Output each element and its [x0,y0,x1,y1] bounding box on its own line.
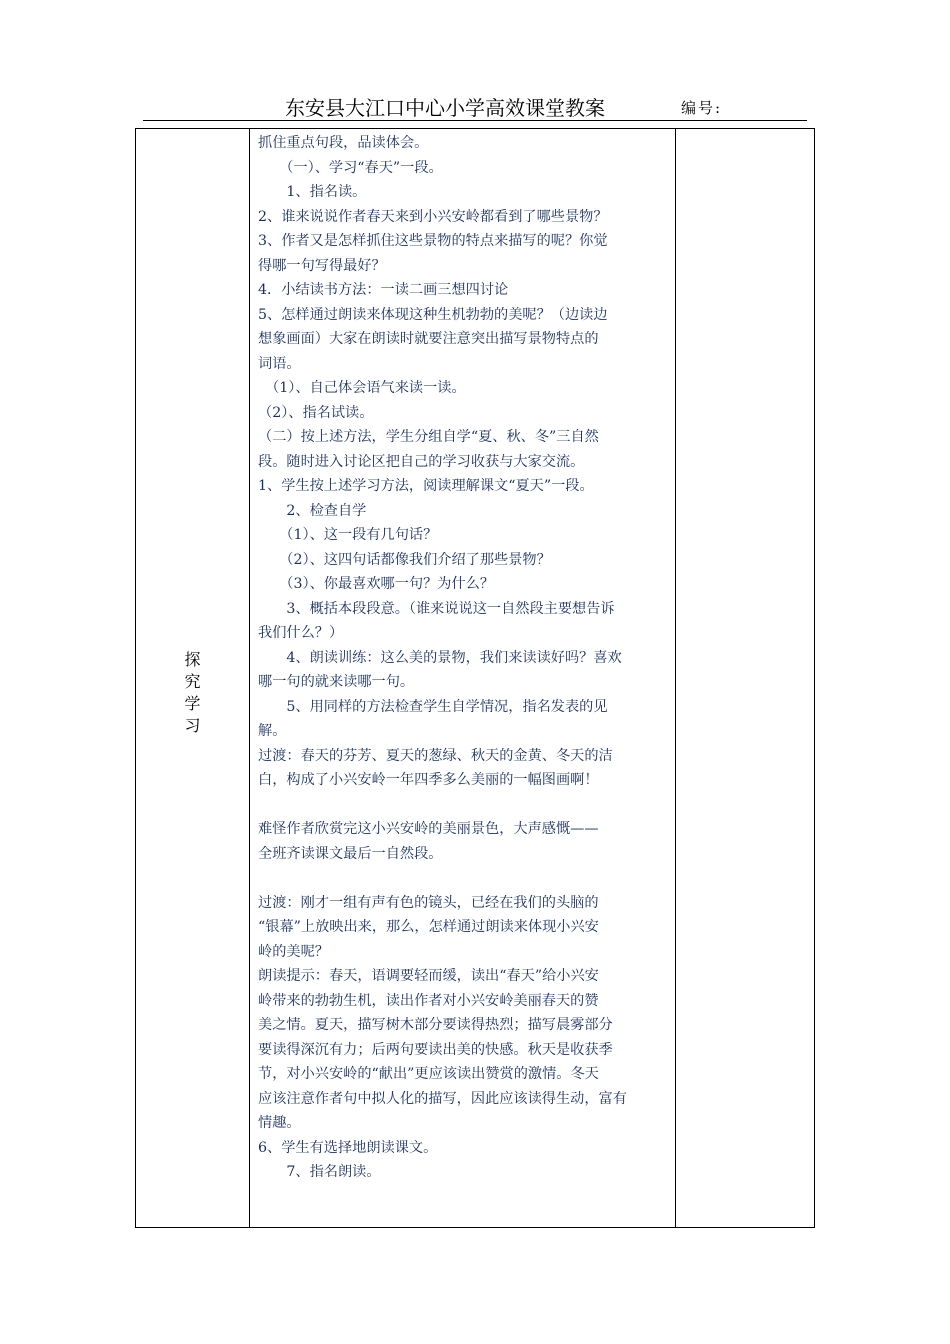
content-line: 段。随时进入讨论区把自己的学习收获与大家交流。 [258,453,585,470]
content-line: 要读得深沉有力；后两句要读出美的快感。秋天是收获季 [258,1041,613,1058]
lesson-content [258,131,672,1185]
content-line: 难怪作者欣赏完这小兴安岭的美丽景色，大声感慨—— [258,821,599,837]
content-line: （一）、学习“春天”一段。 [258,159,443,176]
document-number-label: 编号: [681,99,723,117]
content-line: 词语。 [258,355,301,372]
content-line: 想象画面）大家在朗读时就要注意突出描写景物特点的 [258,331,599,347]
lesson-plan-table [135,128,815,1228]
document-title: 东安县大江口中心小学高效课堂教案 [285,96,605,120]
content-line: 我们什么？） [258,625,344,641]
content-line: （1）、自己体会语气来读一读。 [258,380,466,396]
content-line: 白，构成了小兴安岭一年四季多么美丽的一幅图画啊！ [258,772,599,788]
content-line: 3、概括本段段意。（谁来说说这一自然段主要想告诉 [258,600,615,617]
content-line: （二）按上述方法，学生分组自学“夏、秋、冬”三自然 [258,429,599,445]
content-line: 1、指名读。 [258,184,367,200]
content-line: 抓住重点句段，品读体会。 [258,135,429,151]
content-line: 6、学生有选择地朗读课文。 [258,1139,438,1156]
section-label-char: 学 [184,694,201,713]
table-column-divider-right [675,129,676,1227]
content-line: 1、学生按上述学习方法，阅读理解课文“夏天”一段。 [258,478,594,494]
content-line: 5、怎样通过朗读来体现这种生机勃勃的美呢？（边读边 [258,306,608,323]
content-line: （3）、你最喜欢哪一句？为什么？ [258,576,495,592]
content-line: 2、谁来说说作者春天来到小兴安岭都看到了哪些景物？ [258,208,608,225]
section-label-char: 习 [184,716,201,735]
content-line: “银幕”上放映出来，那么，怎样通过朗读来体现小兴安 [258,919,599,935]
content-line: 过渡：刚才一组有声有色的镜头，已经在我们的头脑的 [258,894,599,911]
section-label-char: 究 [184,672,201,691]
section-label-char: 探 [184,650,201,669]
content-line: 美之情。夏天，描写树木部分要读得热烈；描写晨雾部分 [258,1017,613,1033]
page-header [143,88,807,121]
content-line: 朗读提示：春天，语调要轻而缓，读出“春天”给小兴安 [258,968,599,984]
content-line: 过渡：春天的芬芳、夏天的葱绿、秋天的金黄、冬天的洁 [258,747,613,764]
content-line: 节，对小兴安岭的“献出”更应该读出赞赏的激情。冬天 [258,1066,599,1082]
content-line: 得哪一句写得最好？ [258,257,386,274]
content-line: 7、指名朗读。 [258,1164,381,1180]
content-line [258,866,672,891]
content-line: （1）、这一段有几句话？ [258,527,438,543]
content-line: 应该注意作者句中拟人化的描写，因此应该读得生动，富有 [258,1090,627,1107]
content-line: 解。 [258,723,287,739]
section-label-inquiry-learning [136,649,249,737]
content-line: （2）、这四句话都像我们介绍了那些景物？ [258,551,551,568]
content-line: 情趣。 [258,1115,301,1131]
content-line: 哪一句的就来读哪一句。 [258,674,415,690]
table-column-divider-left [249,129,250,1227]
content-line: 全班齐读课文最后一自然段。 [258,845,443,862]
content-line: 岭带来的勃勃生机，读出作者对小兴安岭美丽春天的赞 [258,992,599,1009]
content-line [258,793,672,818]
content-line: 2、检查自学 [258,502,367,519]
content-line: 4、朗读训练：这么美的景物，我们来读读好吗？喜欢 [258,649,622,666]
content-line: 5、用同样的方法检查学生自学情况，指名发表的见 [258,698,608,715]
content-line: （2）、指名试读。 [258,404,374,421]
content-line: 4．小结读书方法：一读二画三想四讨论 [258,282,509,298]
content-line: 3、作者又是怎样抓住这些景物的特点来描写的呢？你觉 [258,233,608,249]
content-line: 岭的美呢？ [258,943,329,960]
